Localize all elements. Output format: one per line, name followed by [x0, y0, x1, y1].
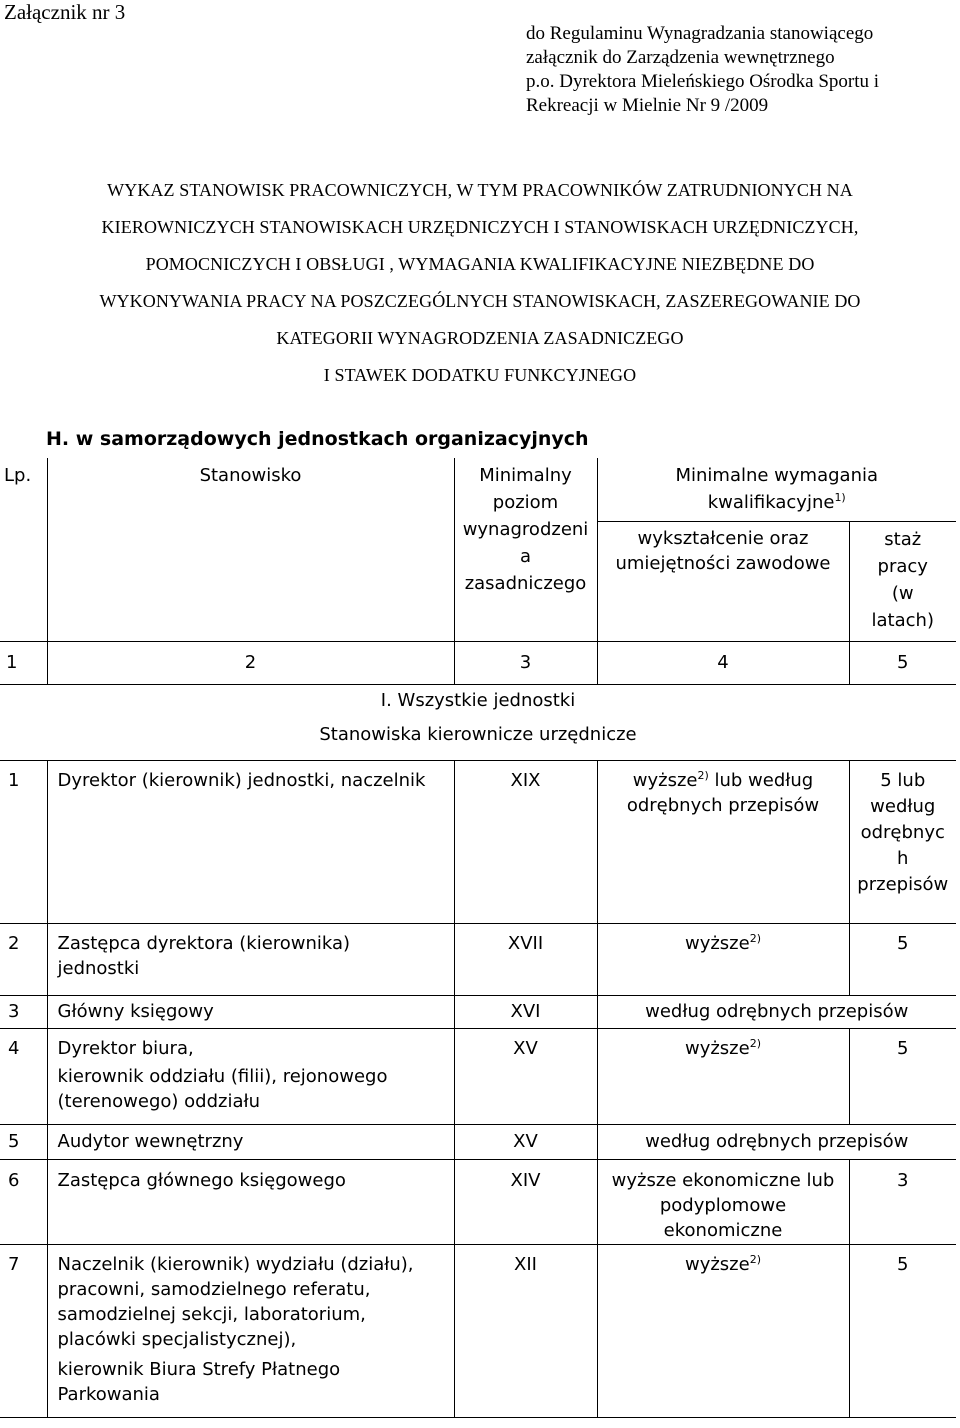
header-experience-line: staż [884, 528, 922, 550]
header-experience-line: latach) [871, 609, 934, 631]
category-cell [454, 923, 597, 995]
category-cell [454, 1028, 597, 1124]
row-number-text: 1 [8, 769, 20, 791]
column-number [849, 641, 956, 684]
experience-line: odrębnyc [860, 821, 945, 843]
experience-line: 3 [897, 1169, 909, 1191]
experience-cell [849, 923, 956, 995]
education-cell [597, 760, 849, 923]
position-cell [47, 760, 454, 923]
header-min-salary [454, 458, 597, 641]
header-requirements [597, 458, 956, 521]
header-position [47, 458, 454, 641]
row-number [0, 995, 47, 1028]
group-title: I. Wszystkie jednostki [380, 689, 576, 711]
row-number [0, 1244, 47, 1417]
footnote-marker: 2) [749, 931, 762, 945]
column-number-text: 4 [717, 652, 729, 673]
header-note-line: załącznik do Zarządzenia wewnętrznego [526, 47, 835, 68]
merged-requirements-cell [597, 995, 956, 1028]
education-text: wyższe [684, 932, 750, 954]
row-number [0, 760, 47, 923]
education-line: odrębnych przepisów [626, 794, 820, 816]
merged-requirements-text: według odrębnych przepisów [645, 1131, 909, 1152]
header-experience [849, 521, 956, 641]
header-education-line: wykształcenie oraz [637, 527, 809, 549]
header-education [597, 521, 849, 641]
title-line: KATEGORII WYNAGRODZENIA ZASADNICZEGO [276, 328, 684, 348]
education-text-rest: lub według [708, 769, 814, 791]
header-note-line: Rekreacji w Mielnie Nr 9 /2009 [526, 95, 769, 116]
experience-line: 5 lub [880, 769, 926, 791]
column-number [0, 641, 47, 684]
header-min-salary-line: poziom [492, 492, 559, 513]
experience-line: h [897, 847, 909, 869]
category-text: XVII [507, 932, 544, 954]
category-cell [454, 995, 597, 1028]
position-text: Naczelnik (kierownik) wydziału (działu), [57, 1253, 414, 1275]
category-cell [454, 760, 597, 923]
experience-line: 5 [897, 932, 909, 954]
category-cell [454, 1159, 597, 1244]
row-number-text: 5 [8, 1131, 20, 1152]
merged-requirements-cell [597, 1124, 956, 1159]
category-text: XV [513, 1037, 538, 1059]
row-number-text: 3 [8, 1001, 20, 1022]
education-text: wyższe [684, 1037, 750, 1059]
position-text: Dyrektor (kierownik) jednostki, naczelnik [57, 769, 426, 791]
experience-line: według [870, 795, 936, 817]
column-number-text: 2 [244, 652, 257, 673]
footnote-marker: 2) [697, 768, 709, 782]
position-text: Dyrektor biura, [57, 1037, 194, 1059]
header-note-line: p.o. Dyrektora Mieleńskiego Ośrodka Sportu i [526, 71, 880, 92]
merged-requirements-text: według odrębnych przepisów [645, 1001, 909, 1022]
position-cell [47, 1028, 454, 1124]
column-number [597, 641, 849, 684]
position-text: pracowni, samodzielnego referatu, [57, 1278, 371, 1300]
experience-cell [849, 760, 956, 923]
column-number-text: 5 [897, 652, 909, 673]
row-number-text: 7 [8, 1253, 20, 1275]
section-title: H. w samorządowych jednostkach organizacyjnych [46, 428, 589, 450]
education-line: podyplomowe [659, 1194, 787, 1216]
education-line: wyższe ekonomiczne lub [611, 1169, 835, 1191]
category-cell [454, 1244, 597, 1417]
document-title [0, 172, 960, 394]
positions-table [0, 458, 956, 1418]
experience-line: 5 [897, 1253, 909, 1275]
title-line: KIEROWNICZYCH STANOWISKACH URZĘDNICZYCH I STANOWISKACH URZĘDNICZYCH, [101, 217, 859, 237]
annex-label: Załącznik nr 3 [4, 0, 126, 24]
education-cell [597, 1244, 849, 1417]
education-cell [597, 1159, 849, 1244]
header-note [526, 22, 946, 118]
title-line: WYKONYWANIA PRACY NA POSZCZEGÓLNYCH STANOWISKACH, ZASZEREGOWANIE DO [99, 291, 861, 311]
position-text: samodzielnej sekcji, laboratorium, [57, 1303, 366, 1325]
row-number-text: 4 [8, 1037, 20, 1059]
education-line: ekonomiczne [663, 1219, 783, 1241]
row-number-text: 6 [8, 1169, 20, 1191]
position-text: jednostki [57, 957, 140, 979]
group-title-cell [0, 684, 956, 760]
column-number [454, 641, 597, 684]
position-text: placówki specjalistycznej), [57, 1328, 297, 1350]
category-cell [454, 1124, 597, 1159]
title-line: I STAWEK DODATKU FUNKCYJNEGO [323, 365, 637, 385]
education-cell [597, 923, 849, 995]
header-requirements-sub [598, 489, 957, 516]
header-education-line: umiejętności zawodowe [615, 552, 831, 574]
column-number-text: 1 [6, 652, 18, 673]
category-text: XIV [510, 1169, 541, 1191]
position-cell [47, 1244, 454, 1417]
row-number-text: 2 [8, 932, 20, 954]
header-min-salary-line: Minimalny [479, 465, 572, 486]
category-text: XV [513, 1131, 538, 1152]
education-line [598, 768, 849, 793]
header-experience-line: pracy [877, 555, 928, 577]
title-line: WYKAZ STANOWISK PRACOWNICZYCH, W TYM PRACOWNIKÓW ZATRUDNIONYCH NA [107, 180, 853, 200]
footnote-marker: 2) [749, 1252, 762, 1266]
header-requirements-line: Minimalne wymagania [675, 465, 879, 486]
experience-cell [849, 1244, 956, 1417]
header-lp [0, 458, 47, 641]
footnote-marker: 1) [834, 491, 846, 504]
experience-cell [849, 1028, 956, 1124]
position-text: Zastępca głównego księgowego [57, 1169, 346, 1191]
position-text: Główny księgowy [57, 1001, 214, 1022]
header-min-salary-line: wynagrodzeni [462, 519, 589, 540]
category-text: XII [514, 1253, 537, 1275]
category-text: XVI [510, 1001, 541, 1022]
education-text: wyższe [684, 1253, 750, 1275]
position-cell [47, 1159, 454, 1244]
header-min-salary-line: zasadniczego [464, 573, 587, 594]
position-text: kierownik Biura Strefy Płatnego [57, 1358, 341, 1380]
row-number [0, 923, 47, 995]
position-cell [47, 995, 454, 1028]
category-text: XIX [510, 769, 541, 791]
header-experience-line: (w [891, 582, 914, 604]
position-text: Zastępca dyrektora (kierownika) [57, 932, 351, 954]
position-cell [47, 923, 454, 995]
position-text: kierownik oddziału (filii), rejonowego [57, 1065, 388, 1087]
header-min-salary-line: a [519, 546, 532, 567]
position-text: Audytor wewnętrzny [57, 1131, 244, 1152]
position-text: (terenowego) oddziału [57, 1090, 260, 1112]
position-text: Parkowania [57, 1383, 160, 1405]
position-cell [47, 1124, 454, 1159]
header-requirements-sub-text: kwalifikacyjne [707, 492, 835, 513]
education-cell [597, 1028, 849, 1124]
column-number-text: 3 [519, 652, 532, 673]
header-note-line: do Regulaminu Wynagradzania stanowiącego [526, 23, 874, 44]
column-number [47, 641, 454, 684]
experience-line: przepisów [857, 873, 949, 895]
header-position-label: Stanowisko [199, 465, 302, 486]
experience-cell [849, 1159, 956, 1244]
row-number [0, 1124, 47, 1159]
subgroup-title: Stanowiska kierownicze urzędnicze [319, 723, 637, 745]
row-number [0, 1028, 47, 1124]
title-line: POMOCNICZYCH I OBSŁUGI , WYMAGANIA KWALIFIKACYJNE NIEZBĘDNE DO [145, 254, 815, 274]
row-number [0, 1159, 47, 1244]
header-lp-label: Lp. [4, 465, 32, 486]
experience-line: 5 [897, 1037, 909, 1059]
footnote-marker: 2) [749, 1036, 762, 1050]
education-text: wyższe [632, 769, 698, 791]
